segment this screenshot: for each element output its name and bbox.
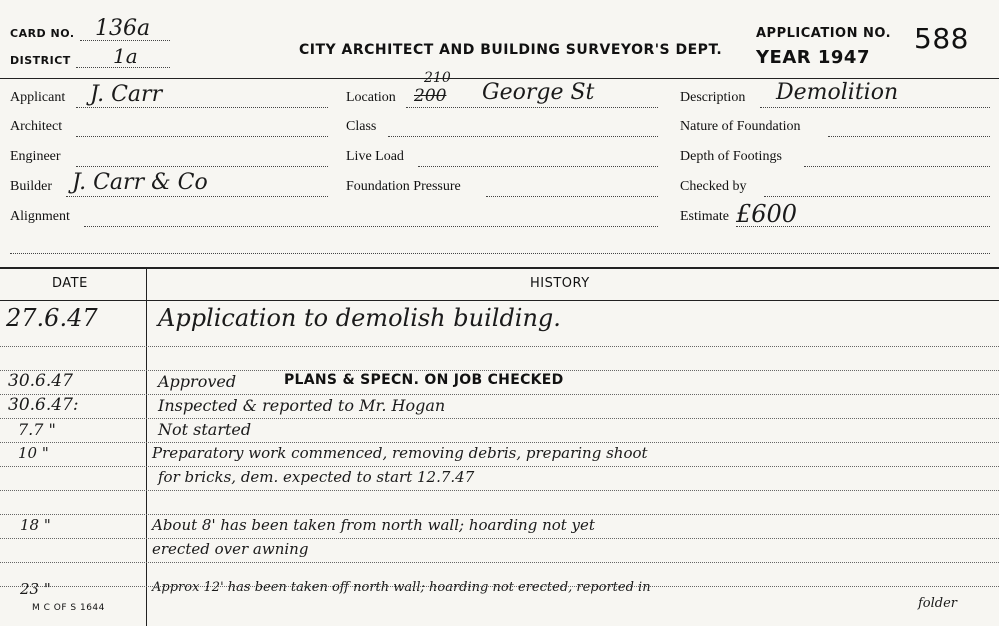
header-divider xyxy=(0,78,999,79)
checked-by-label: Checked by xyxy=(680,179,747,194)
history-date: 30.6.47: xyxy=(8,395,79,415)
engineer-line xyxy=(76,166,328,167)
history-top-rule xyxy=(0,267,999,269)
live-load-label: Live Load xyxy=(346,149,404,164)
history-text: Inspected & reported to Mr. Hogan xyxy=(158,396,446,415)
application-label: APPLICATION NO. xyxy=(756,26,892,41)
history-text: Approved xyxy=(158,372,237,391)
history-text: erected over awning xyxy=(152,540,309,558)
history-column-header: HISTORY xyxy=(530,276,590,291)
estimate-label: Estimate xyxy=(680,209,729,224)
card-no-label: CARD NO. xyxy=(10,27,75,40)
estimate-value: £600 xyxy=(736,200,798,228)
history-text: Not started xyxy=(158,420,252,439)
alignment-line xyxy=(84,226,658,227)
architect-label: Architect xyxy=(10,119,63,134)
history-row xyxy=(0,418,999,443)
history-date: 23 " xyxy=(20,580,51,598)
history-date: 18 " xyxy=(20,516,51,534)
history-date: 30.6.47 xyxy=(8,371,73,391)
history-row xyxy=(0,300,999,347)
builder-line xyxy=(66,196,328,197)
card-no-value: 136a xyxy=(95,16,151,41)
dept-title: CITY ARCHITECT AND BUILDING SURVEYOR'S DEPT. xyxy=(299,42,723,58)
estimate-line xyxy=(736,226,990,227)
location-inserted: 210 xyxy=(424,70,451,86)
location-line xyxy=(406,107,658,108)
history-text: Approx 12' has been taken off north wall; hoarding not erected, reported in xyxy=(152,580,651,595)
live-load-line xyxy=(418,166,658,167)
history-row xyxy=(0,346,999,371)
location-struck: 200 xyxy=(414,86,447,106)
history-row xyxy=(0,538,999,563)
history-text: Application to demolish building. xyxy=(158,304,561,332)
builder-value: J. Carr & Co xyxy=(72,170,208,195)
history-text: About 8' has been taken from north wall; hoarding not yet xyxy=(152,516,595,534)
history-date: 27.6.47 xyxy=(6,304,98,332)
builder-label: Builder xyxy=(10,179,52,194)
checked-by-line xyxy=(764,196,990,197)
history-text: Preparatory work commenced, removing debris, preparing shoot xyxy=(152,444,648,462)
history-text: for bricks, dem. expected to start 12.7.47 xyxy=(158,468,475,486)
date-column-header: DATE xyxy=(52,276,88,291)
applicant-label: Applicant xyxy=(10,90,66,105)
applicant-line xyxy=(76,107,328,108)
depth-footings-line xyxy=(804,166,990,167)
description-value: Demolition xyxy=(776,80,899,105)
year-label: YEAR 1947 xyxy=(756,47,870,68)
description-line xyxy=(760,107,990,108)
class-label: Class xyxy=(346,119,377,134)
district-line xyxy=(76,67,170,68)
location-value: George St xyxy=(482,80,595,105)
card-no-line xyxy=(80,40,170,41)
history-row xyxy=(0,394,999,419)
class-line xyxy=(388,136,658,137)
depth-footings-label: Depth of Footings xyxy=(680,149,782,164)
history-row xyxy=(0,370,999,395)
alignment-label: Alignment xyxy=(10,209,70,224)
district-label: DISTRICT xyxy=(10,54,71,67)
description-label: Description xyxy=(680,90,746,105)
form-code: M C OF S 1644 xyxy=(32,603,105,613)
history-text: folder xyxy=(918,596,958,611)
history-row xyxy=(0,442,999,467)
engineer-label: Engineer xyxy=(10,149,61,164)
history-row xyxy=(0,490,999,515)
foundation-pressure-label: Foundation Pressure xyxy=(346,179,461,194)
history-date: 10 " xyxy=(18,444,49,462)
applicant-value: J. Carr xyxy=(90,82,163,107)
location-label: Location xyxy=(346,90,396,105)
nature-foundation-label: Nature of Foundation xyxy=(680,119,801,134)
history-row xyxy=(0,514,999,539)
nature-foundation-line xyxy=(828,136,990,137)
history-date: 7.7 " xyxy=(18,420,56,439)
history-stamp: PLANS & SPECN. ON JOB CHECKED xyxy=(284,372,564,388)
foundation-pressure-line xyxy=(486,196,658,197)
blank-line xyxy=(10,253,990,254)
history-row xyxy=(0,466,999,491)
architect-line xyxy=(76,136,328,137)
history-row xyxy=(0,580,999,611)
district-value: 1a xyxy=(113,44,138,68)
application-number: 588 xyxy=(914,22,969,55)
